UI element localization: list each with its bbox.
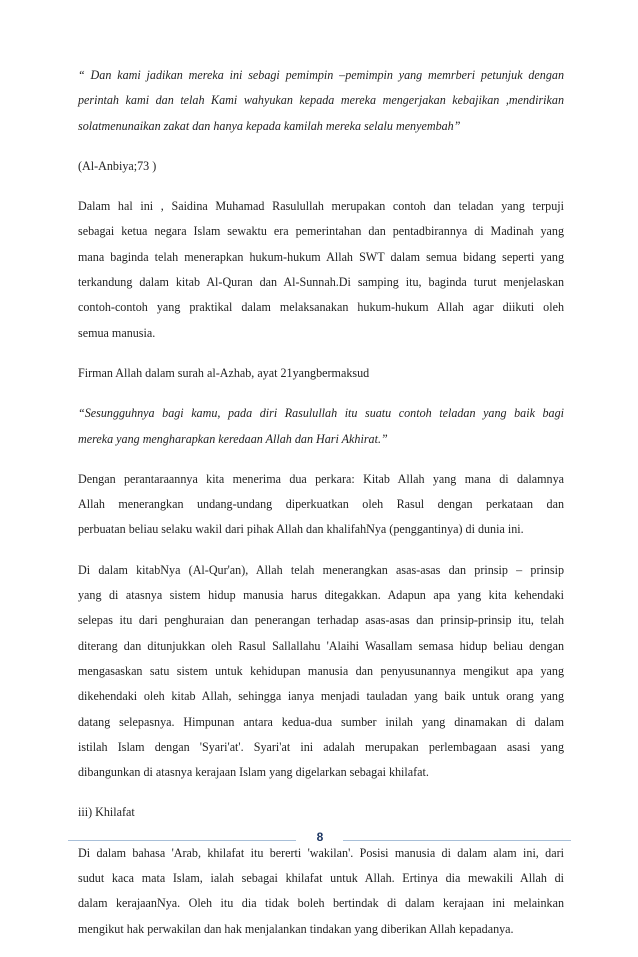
- text-line: datang selepasnya. Himpunan antara kedua-dua sumber inilah yang dinamakan di dalam: [78, 714, 564, 729]
- body-paragraph: [78, 800, 564, 825]
- page-number: 8: [316, 830, 324, 844]
- text-line: mengasaskan satu sistem untuk kehidupan manusia dan penyusunannya mengikut apa yang: [78, 663, 564, 678]
- page-footer: [0, 830, 638, 850]
- text-line: contoh-contoh yang praktikal dalam melaksanakan hukum-hukum Allah agar diikuti oleh: [78, 300, 564, 315]
- text-line: diterang dan ditunjukkan oleh Rasul Sallallahu 'Alaihi Wasallam semasa hidup beliau dengan: [78, 638, 564, 653]
- footer-rule-right: [343, 840, 571, 841]
- text-line: istilah Islam dengan 'Syari'at'. Syari'at ini adalah merupakan perlembagaan asasi yang: [78, 739, 564, 754]
- text-line: dalam kerajaanNya. Oleh itu dia tidak boleh bertindak di dalam kerajaan ini melainkan: [78, 896, 564, 911]
- text-line: mereka yang mengharapkan keredaan Allah dan Hari Akhirat.”: [78, 431, 388, 446]
- text-line: sebagai ketua negara Islam sewaktu era pemerintahan dan pentadbirannya di Madinah yang: [78, 224, 564, 239]
- body-paragraph: [78, 154, 564, 179]
- text-line: mengikut hak perwakilan dan hak menjalankan tindakan yang diberikan Allah kepadanya.: [78, 921, 514, 936]
- text-line: dikehendaki oleh kitab Allah, sehingga ianya menjadi tauladan yang baik untuk orang yang: [78, 689, 564, 704]
- text-line: mana baginda telah menerapkan hukum-hukum Allah SWT dalam semua bidang seperti yang: [78, 249, 564, 264]
- text-line: dibangunkan di atasnya kerajaan Islam yang digelarkan sebagai khilafat.: [78, 765, 429, 780]
- text-line: perbuatan beliau selaku wakil dari pihak Allah dan khalifahNya (penggantinya) di dunia ini.: [78, 522, 524, 537]
- text-line: Dalam hal ini , Saidina Muhamad Rasulullah merupakan contoh dan teladan yang terpuji: [78, 199, 564, 214]
- body-paragraph: [78, 467, 564, 543]
- text-line: perintah kami dan telah Kami wahyukan kepada mereka mengerjakan kebajikan ,mendirikan: [78, 93, 564, 108]
- quote-paragraph: [78, 401, 564, 452]
- text-line: terkandung dalam kitab Al-Quran dan Al-Sunnah.Di samping itu, baginda turut menjelaskan: [78, 275, 564, 290]
- text-line: solatmenunaikan zakat dan hanya kepada kamilah mereka selalu menyembah”: [78, 118, 461, 133]
- text-line: Dengan perantaraannya kita menerima dua perkara: Kitab Allah yang mana di dalamnya: [78, 471, 564, 486]
- text-line: (Al-Anbiya;73 ): [78, 158, 157, 173]
- text-line: “Sesungguhnya bagi kamu, pada diri Rasulullah itu suatu contoh teladan yang baik bagi: [78, 406, 564, 421]
- body-paragraph: [78, 558, 564, 786]
- body-paragraph: [78, 361, 564, 386]
- body-paragraph: [78, 194, 564, 346]
- text-line: yang di atasnya sistem hidup manusia harus ditegakkan. Adapun apa yang kita kehendaki: [78, 588, 564, 603]
- text-line: Allah menerangkan undang-undang diperkuatkan oleh Rasul dengan perkataan dan: [78, 497, 564, 512]
- text-line: selepas itu dari penghuraian dan penerangan terhadap asas-asas dan prinsip-prinsip itu, telah: [78, 613, 564, 628]
- text-line: Di dalam kitabNya (Al-Qur'an), Allah telah menerangkan asas-asas dan prinsip – prinsip: [78, 562, 564, 577]
- text-line: Di dalam bahasa 'Arab, khilafat itu bererti 'wakilan'. Posisi manusia di dalam alam ini, dari: [78, 845, 564, 860]
- body-paragraph: [78, 841, 564, 942]
- quote-paragraph: [78, 63, 564, 139]
- text-line: “ Dan kami jadikan mereka ini sebagi pemimpin –pemimpin yang memrberi petunjuk dengan: [78, 68, 564, 82]
- document-page: [78, 63, 564, 957]
- text-line: semua manusia.: [78, 325, 156, 340]
- footer-rule-left: [68, 840, 296, 841]
- text-line: iii) Khilafat: [78, 805, 135, 820]
- text-line: sudut kaca mata Islam, ialah sebagai khilafat untuk Allah. Ertinya dia mewakili Allah di: [78, 871, 564, 886]
- text-line: Firman Allah dalam surah al-Azhab, ayat 21yangbermaksud: [78, 365, 370, 380]
